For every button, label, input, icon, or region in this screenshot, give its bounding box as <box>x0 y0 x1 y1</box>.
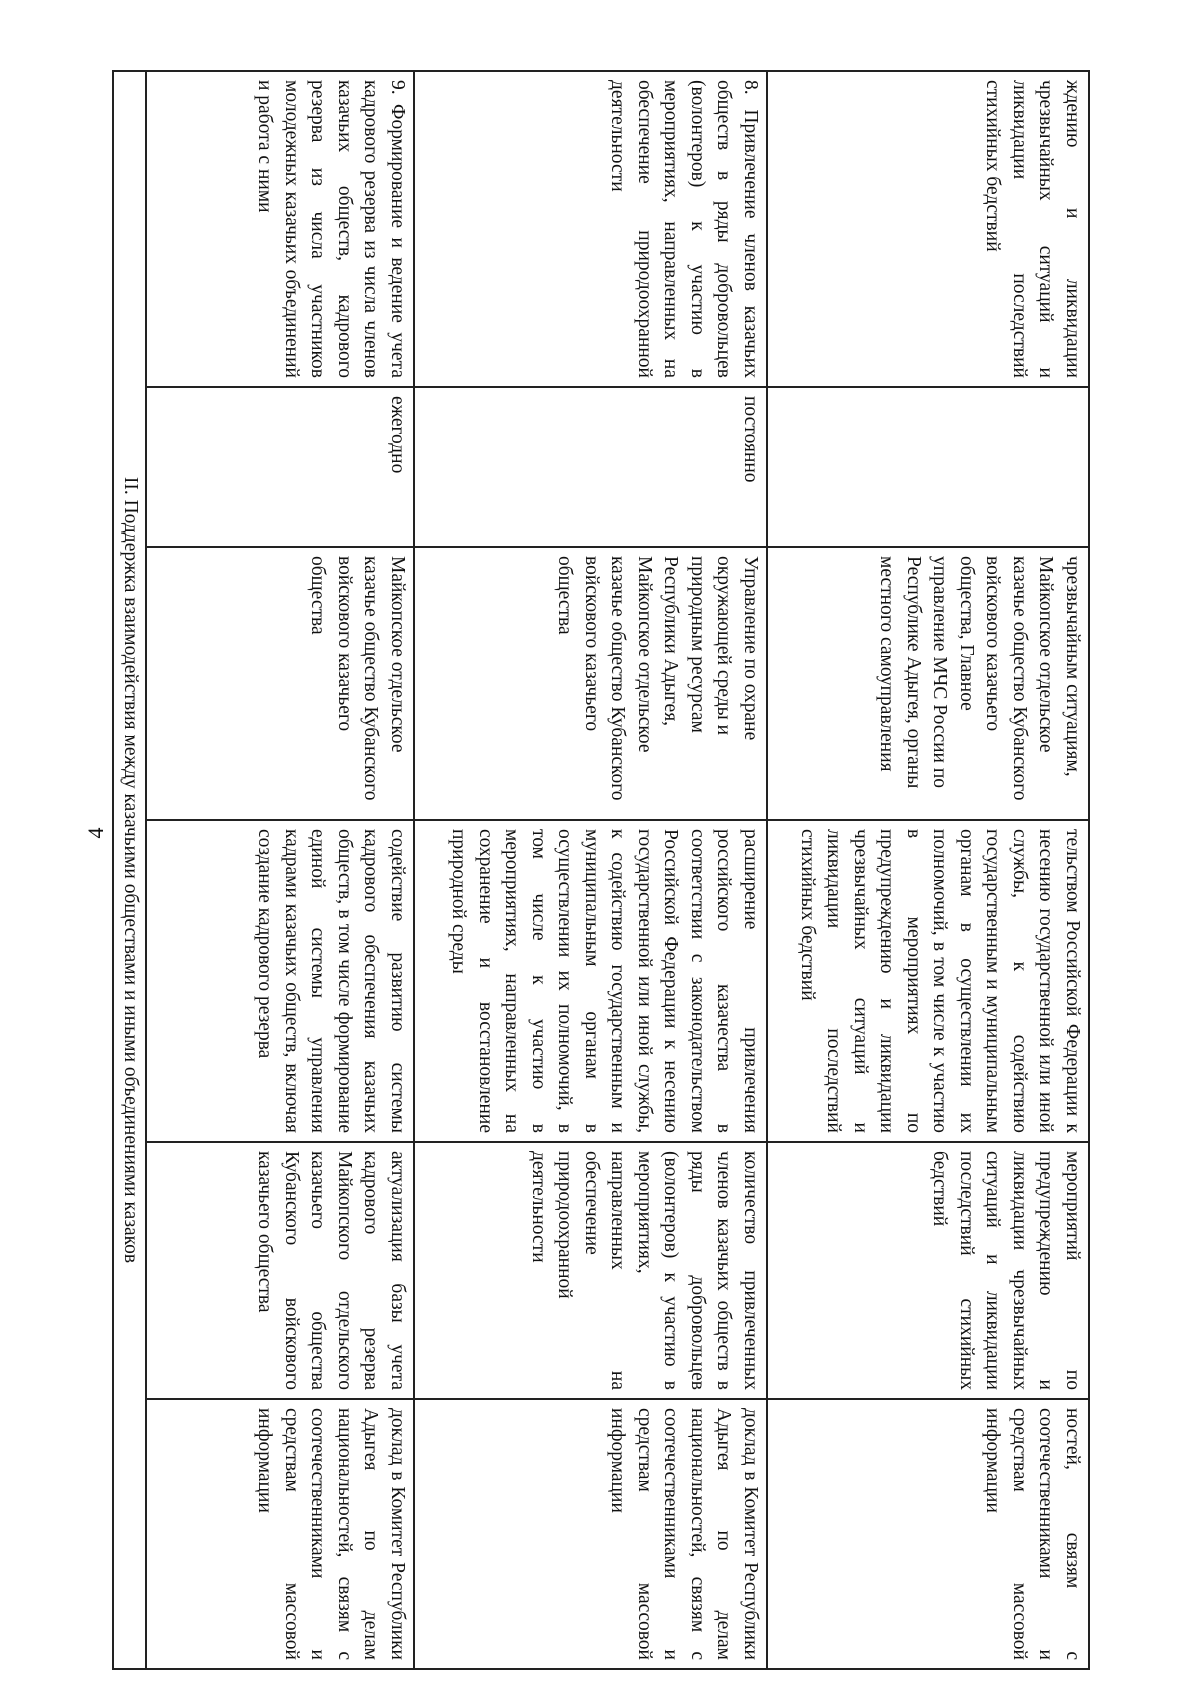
table-row <box>767 71 1089 1669</box>
goal-cell: расширение привлечения российского казачества в соответствии с законодательством Российской Федерации к несению государственной или иной службы, к содействию государственным и муниципальным органам в осуществлении их полномочий, в том числе к участию в мероприятиях, направленных на сохранение и восстановление природной среды <box>414 820 767 1142</box>
activity-cell: 8. Привлечение членов казачьих обществ в ряды добровольцев (волонтеров) к участию в мероприятиях, направленных на обеспечение природоохранной деятельности <box>414 71 767 387</box>
rotated-page-content <box>115 70 1090 1668</box>
executors-cell: Управление по охране окружающей среды и природным ресурсам Республики Адыгея, Майкопское отдельское казачье общество Кубанского войскового казачьего общества <box>414 547 767 820</box>
executors-cell: Майкопское отдельское казачье общество Кубанского войскового казачьего общества <box>146 547 414 820</box>
activities-table <box>113 70 1091 1670</box>
report-cell: ностей, связям с соотечественниками и средствам массовой информации <box>767 1399 1089 1669</box>
indicator-cell: мероприятий по предупреждению и ликвидации чрезвычайных ситуаций и ликвидации последствий стихийных бедствий <box>767 1142 1089 1399</box>
page-number: 4 <box>83 827 108 839</box>
activity-cell: 9. Формирование и ведение учета кадрового резерва из числа членов казачьих обществ, кадрового резерва из числа участников молодежных казачьих объединений и работа с ними <box>146 71 414 387</box>
period-cell <box>767 387 1089 547</box>
indicator-cell: актуализация базы учета кадрового резерва Майкопского отдельского казачьего общества Кубанского войскового казачьего общества <box>146 1142 414 1399</box>
activity-cell: ждению и ликвидации чрезвычайных ситуаций и ликвидации последствий стихийных бедствий <box>767 71 1089 387</box>
section-title: II. Поддержка взаимодействия между казачьими обществами и иными объединениями казаков <box>114 71 147 1669</box>
table-row <box>146 71 414 1669</box>
report-cell: доклад в Комитет Республики Адыгея по делам национальностей, связям с соотечественниками и средствам массовой информации <box>146 1399 414 1669</box>
period-cell: постоянно <box>414 387 767 547</box>
section-row <box>114 71 147 1669</box>
executors-cell: чрезвычайным ситуациям, Майкопское отдельское казачье общество Кубанского войскового казачьего общества, Главное управление МЧС России по Республике Адыгея, органы местного самоуправления <box>767 547 1089 820</box>
period-cell: ежегодно <box>146 387 414 547</box>
indicator-cell: количество привлеченных членов казачьих обществ в ряды добровольцев (волонтеров) к участию в мероприятиях, направленных на обеспечение природоохранной деятельности <box>414 1142 767 1399</box>
goal-cell: тельством Российской Федерации к несению государственной или иной службы, к содействию государственным и муниципальным органам в осуществлении их полномочий, в том числе к участию в мероприятиях по предупреждению и ликвидации чрезвычайных ситуаций и ликвидации последствий стихийных бедствий <box>767 820 1089 1142</box>
goal-cell: содействие развитию системы кадрового обеспечения казачьих обществ, в том числе формирование единой системы управления кадрами казачьих обществ, включая создание кадрового резерва <box>146 820 414 1142</box>
report-cell: доклад в Комитет Республики Адыгея по делам национальностей, связям с соотечественниками и средствам массовой информации <box>414 1399 767 1669</box>
table-row <box>414 71 767 1669</box>
